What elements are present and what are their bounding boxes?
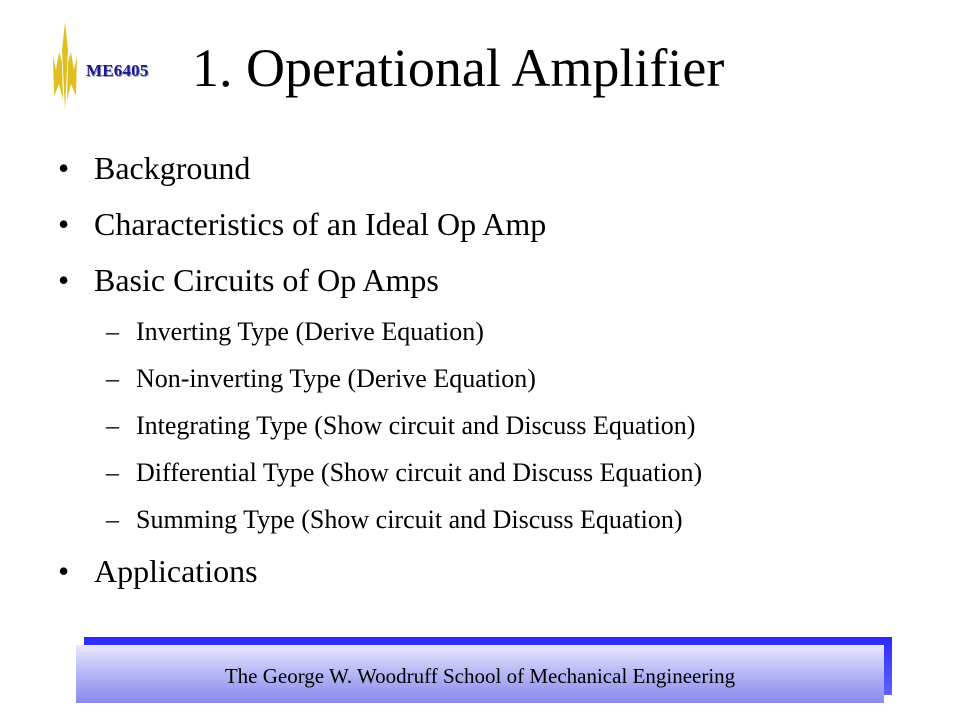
dash-icon: –: [106, 317, 119, 346]
sub-item-label: Inverting Type (Derive Equation): [136, 317, 484, 346]
outline-item-label: Applications: [94, 553, 258, 589]
sub-item-label: Integrating Type (Show circuit and Discuss Equation): [136, 411, 696, 440]
sub-item: [58, 402, 938, 449]
sub-item-label: Non-inverting Type (Derive Equation): [136, 364, 536, 393]
bullet-icon: •: [58, 553, 70, 589]
outline-item: [58, 196, 938, 252]
footer-band: The George W. Woodruff School of Mechanical Engineering: [76, 645, 884, 703]
sub-item-label: Summing Type (Show circuit and Discuss Equation): [136, 505, 683, 534]
sub-list: [58, 308, 938, 543]
outline-item: [58, 543, 938, 599]
sub-list-container: [58, 308, 938, 543]
outline-item-label: Background: [94, 150, 251, 186]
dash-icon: –: [106, 364, 119, 393]
sub-item: [58, 355, 938, 402]
sub-item: [58, 496, 938, 543]
gatech-buzz-logo-icon: [50, 22, 80, 110]
sub-item-label: Differential Type (Show circuit and Discuss Equation): [136, 458, 703, 487]
outline-item: [58, 140, 938, 196]
slide-title: 1. Operational Amplifier: [192, 38, 725, 98]
outline-item-label: Basic Circuits of Op Amps: [94, 262, 439, 298]
bullet-icon: •: [58, 206, 70, 242]
outline-list: [58, 140, 938, 599]
outline-item-label: Characteristics of an Ideal Op Amp: [94, 206, 547, 242]
dash-icon: –: [106, 411, 119, 440]
course-code: ME6405: [86, 61, 149, 80]
bullet-icon: •: [58, 262, 70, 298]
sub-item: [58, 308, 938, 355]
sub-item: [58, 449, 938, 496]
dash-icon: –: [106, 505, 119, 534]
outline-item: [58, 252, 938, 308]
bullet-icon: •: [58, 150, 70, 186]
dash-icon: –: [106, 458, 119, 487]
